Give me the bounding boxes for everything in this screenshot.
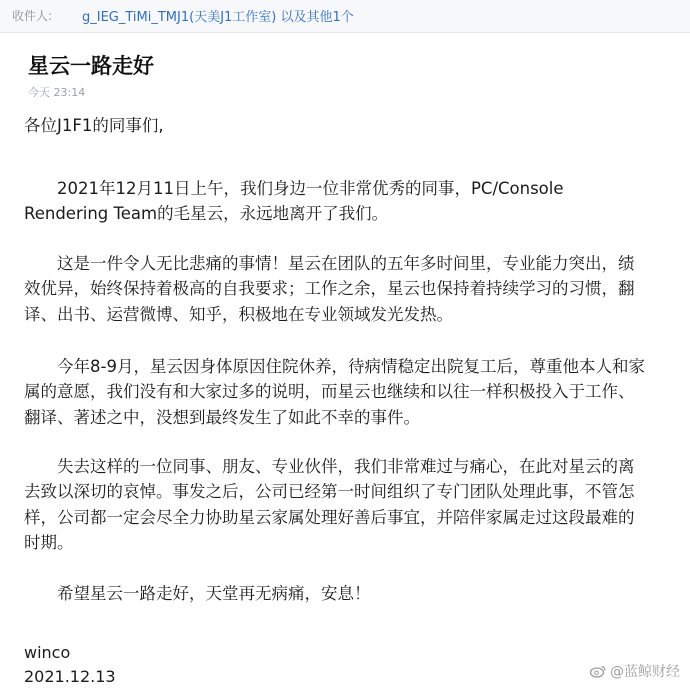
email-subject: 星云一路走好 — [28, 54, 154, 78]
recipients-more-link[interactable]: 以及其他1个 — [276, 10, 354, 25]
email-paragraph-2: 这是一件令人无比悲痛的事情！星云在团队的五年多时间里，专业能力突出，绩效优异，始终保持着极高的自我要求；工作之余，星云也保持着持续学习的习惯，翻译、出书、运营微博、知乎，积极地在专业领域发光发热。 — [24, 253, 635, 324]
email-paragraph-3: 今年8-9月，星云因身体原因住院休养，待病情稳定出院复工后，尊重他本人和家属的意愿，我们没有和大家过多的说明，而星云也继续和以往一样积极投入于工作、翻译、著述之中，没想到最终发生了如此不幸的事件。 — [24, 356, 645, 427]
email-timestamp: 今天 23:14 — [28, 86, 86, 99]
signature-date: 2021.12.13 — [24, 667, 116, 686]
email-paragraph-5: 希望星云一路走好，天堂再无病痛，安息！ — [57, 583, 371, 603]
recipients-label: 收件人: — [12, 9, 53, 23]
signature-name: winco — [24, 643, 71, 662]
recipients-primary[interactable]: g_IEG_TiMi_TMJ1(天美J1工作室) — [82, 10, 277, 25]
watermark-text: @蓝鲸财经 — [610, 664, 680, 680]
email-paragraph-1: 2021年12月11日上午，我们身边一位非常优秀的同事，PC/Console Rendering Team的毛星云，永远地离开了我们。 — [24, 178, 564, 223]
email-greeting: 各位J1F1的同事们, — [24, 116, 164, 135]
watermark — [589, 661, 680, 681]
recipients-bar — [0, 0, 690, 33]
weibo-icon — [589, 664, 607, 678]
email-paragraph-4: 失去这样的一位同事、朋友、专业伙伴，我们非常难过与痛心，在此对星云的离去致以深切的哀悼。事发之后，公司已经第一时间组织了专门团队处理此事，不管怎样，公司都一定会尽全力协助星云家属处理好善后事宜，并陪伴家属走过这段最难的时期。 — [24, 456, 635, 552]
recipients-field[interactable] — [82, 6, 354, 25]
